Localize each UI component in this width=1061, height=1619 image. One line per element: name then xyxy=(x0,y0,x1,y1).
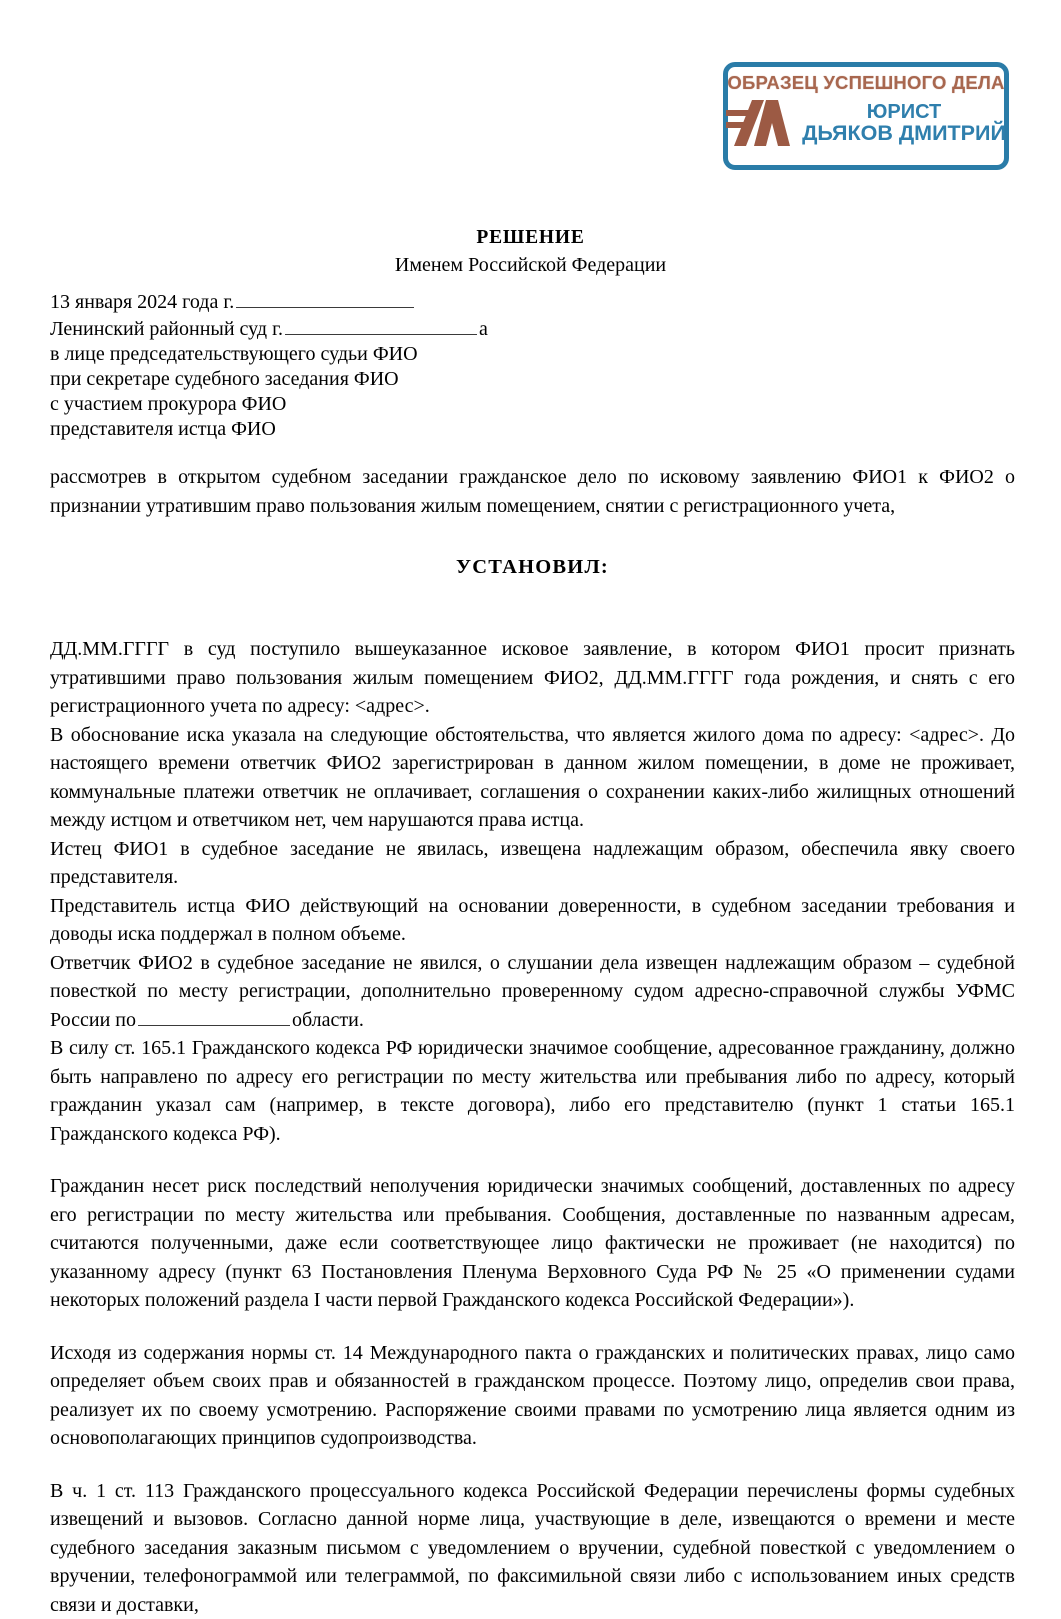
success-case-stamp xyxy=(723,62,1009,170)
header-line-prosecutor: с участием прокурора ФИО xyxy=(50,392,1015,417)
header-line-court xyxy=(50,315,1015,342)
body-paragraph-7: Гражданин несет риск последствий неполучения юридически значимых сообщений, доставленных по адресу его регистрации по месту жительства или пребывания. Сообщения, доставленные по названным адресам, считаются полученными, даже если соответствующее лицо фактически не проживает (не находится) по указанному адресу (пункт 63 Постановления Пленума Верховного Суда РФ № 25 «О применении судами некоторых положений раздела I части первой Гражданского кодекса Российской Федерации»). xyxy=(50,1172,1015,1315)
stamp-body xyxy=(736,96,996,150)
header-line-date xyxy=(50,288,1015,315)
redacted-region-rule xyxy=(138,1006,290,1026)
stamp-name-line1: ЮРИСТ xyxy=(867,102,942,122)
document-body xyxy=(50,288,1015,1619)
stamp-name-line2: ДЬЯКОВ ДМИТРИЙ xyxy=(802,123,1006,145)
header-court-suffix: а xyxy=(479,318,488,340)
header-date-text: 13 января 2024 года г. xyxy=(50,291,234,313)
section-heading-ustanovil: УСТАНОВИЛ: xyxy=(50,556,1015,579)
body-paragraph-9: В ч. 1 ст. 113 Гражданского процессуального кодекса Российской Федерации перечислены формы судебных извещений и вызовов. Согласно данной норме лица, участвующие в деле, извещаются о времени и месте судебного заседания заказным письмом с уведомлением о вручении, судебной повесткой с уведомлением о вручении, телефонограммой или телеграммой, по факсимильной связи либо с использованием иных средств связи и доставки, xyxy=(50,1477,1015,1619)
document-title-block xyxy=(0,226,1061,278)
header-court-text: Ленинский районный суд г. xyxy=(50,318,283,340)
zh-monogram-icon xyxy=(726,96,792,150)
page-title: РЕШЕНИЕ xyxy=(0,226,1061,250)
body-paragraph-5-blank-suffix: области. xyxy=(292,1009,364,1031)
body-paragraph-5-text: Ответчик ФИО2 в судебное заседание не явился, о слушании дела извещен надлежащим образом – судебной повесткой по месту регистрации, дополнительно проверенному судом адресно-справочной службы УФМС России xyxy=(50,952,1015,1031)
document-subtitle: Именем Российской Федерации xyxy=(0,252,1061,278)
body-paragraph-3: Истец ФИО1 в судебное заседание не явилась, извещена надлежащим образом, обеспечила явку своего представителя. xyxy=(50,835,1015,892)
body-paragraph-5-blank-prefix: по xyxy=(115,1009,136,1031)
body-paragraph-4: Представитель истца ФИО действующий на основании доверенности, в судебном заседании требования и доводы иска поддержал в полном объеме. xyxy=(50,892,1015,949)
header-line-representative: представителя истца ФИО xyxy=(50,417,1015,442)
header-line-secretary: при секретаре судебного заседания ФИО xyxy=(50,367,1015,392)
stamp-name-block xyxy=(802,102,1006,145)
intro-paragraph: рассмотрев в открытом судебном заседании гражданское дело по исковому заявлению ФИО1 к ФИО2 о признании утратившим право пользования жилым помещением, снятии с регистрационного учета, xyxy=(50,463,1015,520)
body-paragraph-5 xyxy=(50,949,1015,1035)
redacted-city-rule-1 xyxy=(236,288,414,308)
body-paragraph-8: Исходя из содержания нормы ст. 14 Международного пакта о гражданских и политических правах, лицо само определяет объем своих прав и обязанностей в гражданском процессе. Поэтому лицо, определив свои права, реализует их по своему усмотрению. Распоряжение своими правами по усмотрению лица является одним из основополагающих принципов судопроизводства. xyxy=(50,1339,1015,1453)
stamp-top-label: ОБРАЗЕЦ УСПЕШНОГО ДЕЛА xyxy=(727,73,1004,92)
header-line-judge: в лице председательствующего судьи ФИО xyxy=(50,342,1015,367)
redacted-city-rule-2 xyxy=(285,315,477,335)
body-paragraph-2: В обоснование иска указала на следующие обстоятельства, что является жилого дома по адресу: <адрес>. До настоящего времени ответчик ФИО2 зарегистрирован в данном жилом помещении, в доме не проживает, коммунальные платежи ответчик не оплачивает, соглашения о сохранении каких-либо жилищных отношений между истцом и ответчиком нет, чем нарушаются права истца. xyxy=(50,721,1015,835)
body-paragraph-6: В силу ст. 165.1 Гражданского кодекса РФ юридически значимое сообщение, адресованное гражданину, должно быть направлено по адресу его регистрации по месту жительства или пребывания либо по адресу, который гражданин указал сам (например, в тексте договора), либо его представителю (пункт 1 статьи 165.1 Гражданского кодекса РФ). xyxy=(50,1034,1015,1148)
body-paragraph-1: ДД.ММ.ГГГГ в суд поступило вышеуказанное исковое заявление, в котором ФИО1 просит признать утратившими право пользования жилым помещением ФИО2, ДД.ММ.ГГГГ года рождения, и снять с его регистрационного учета по адресу: <адрес>. xyxy=(50,635,1015,721)
